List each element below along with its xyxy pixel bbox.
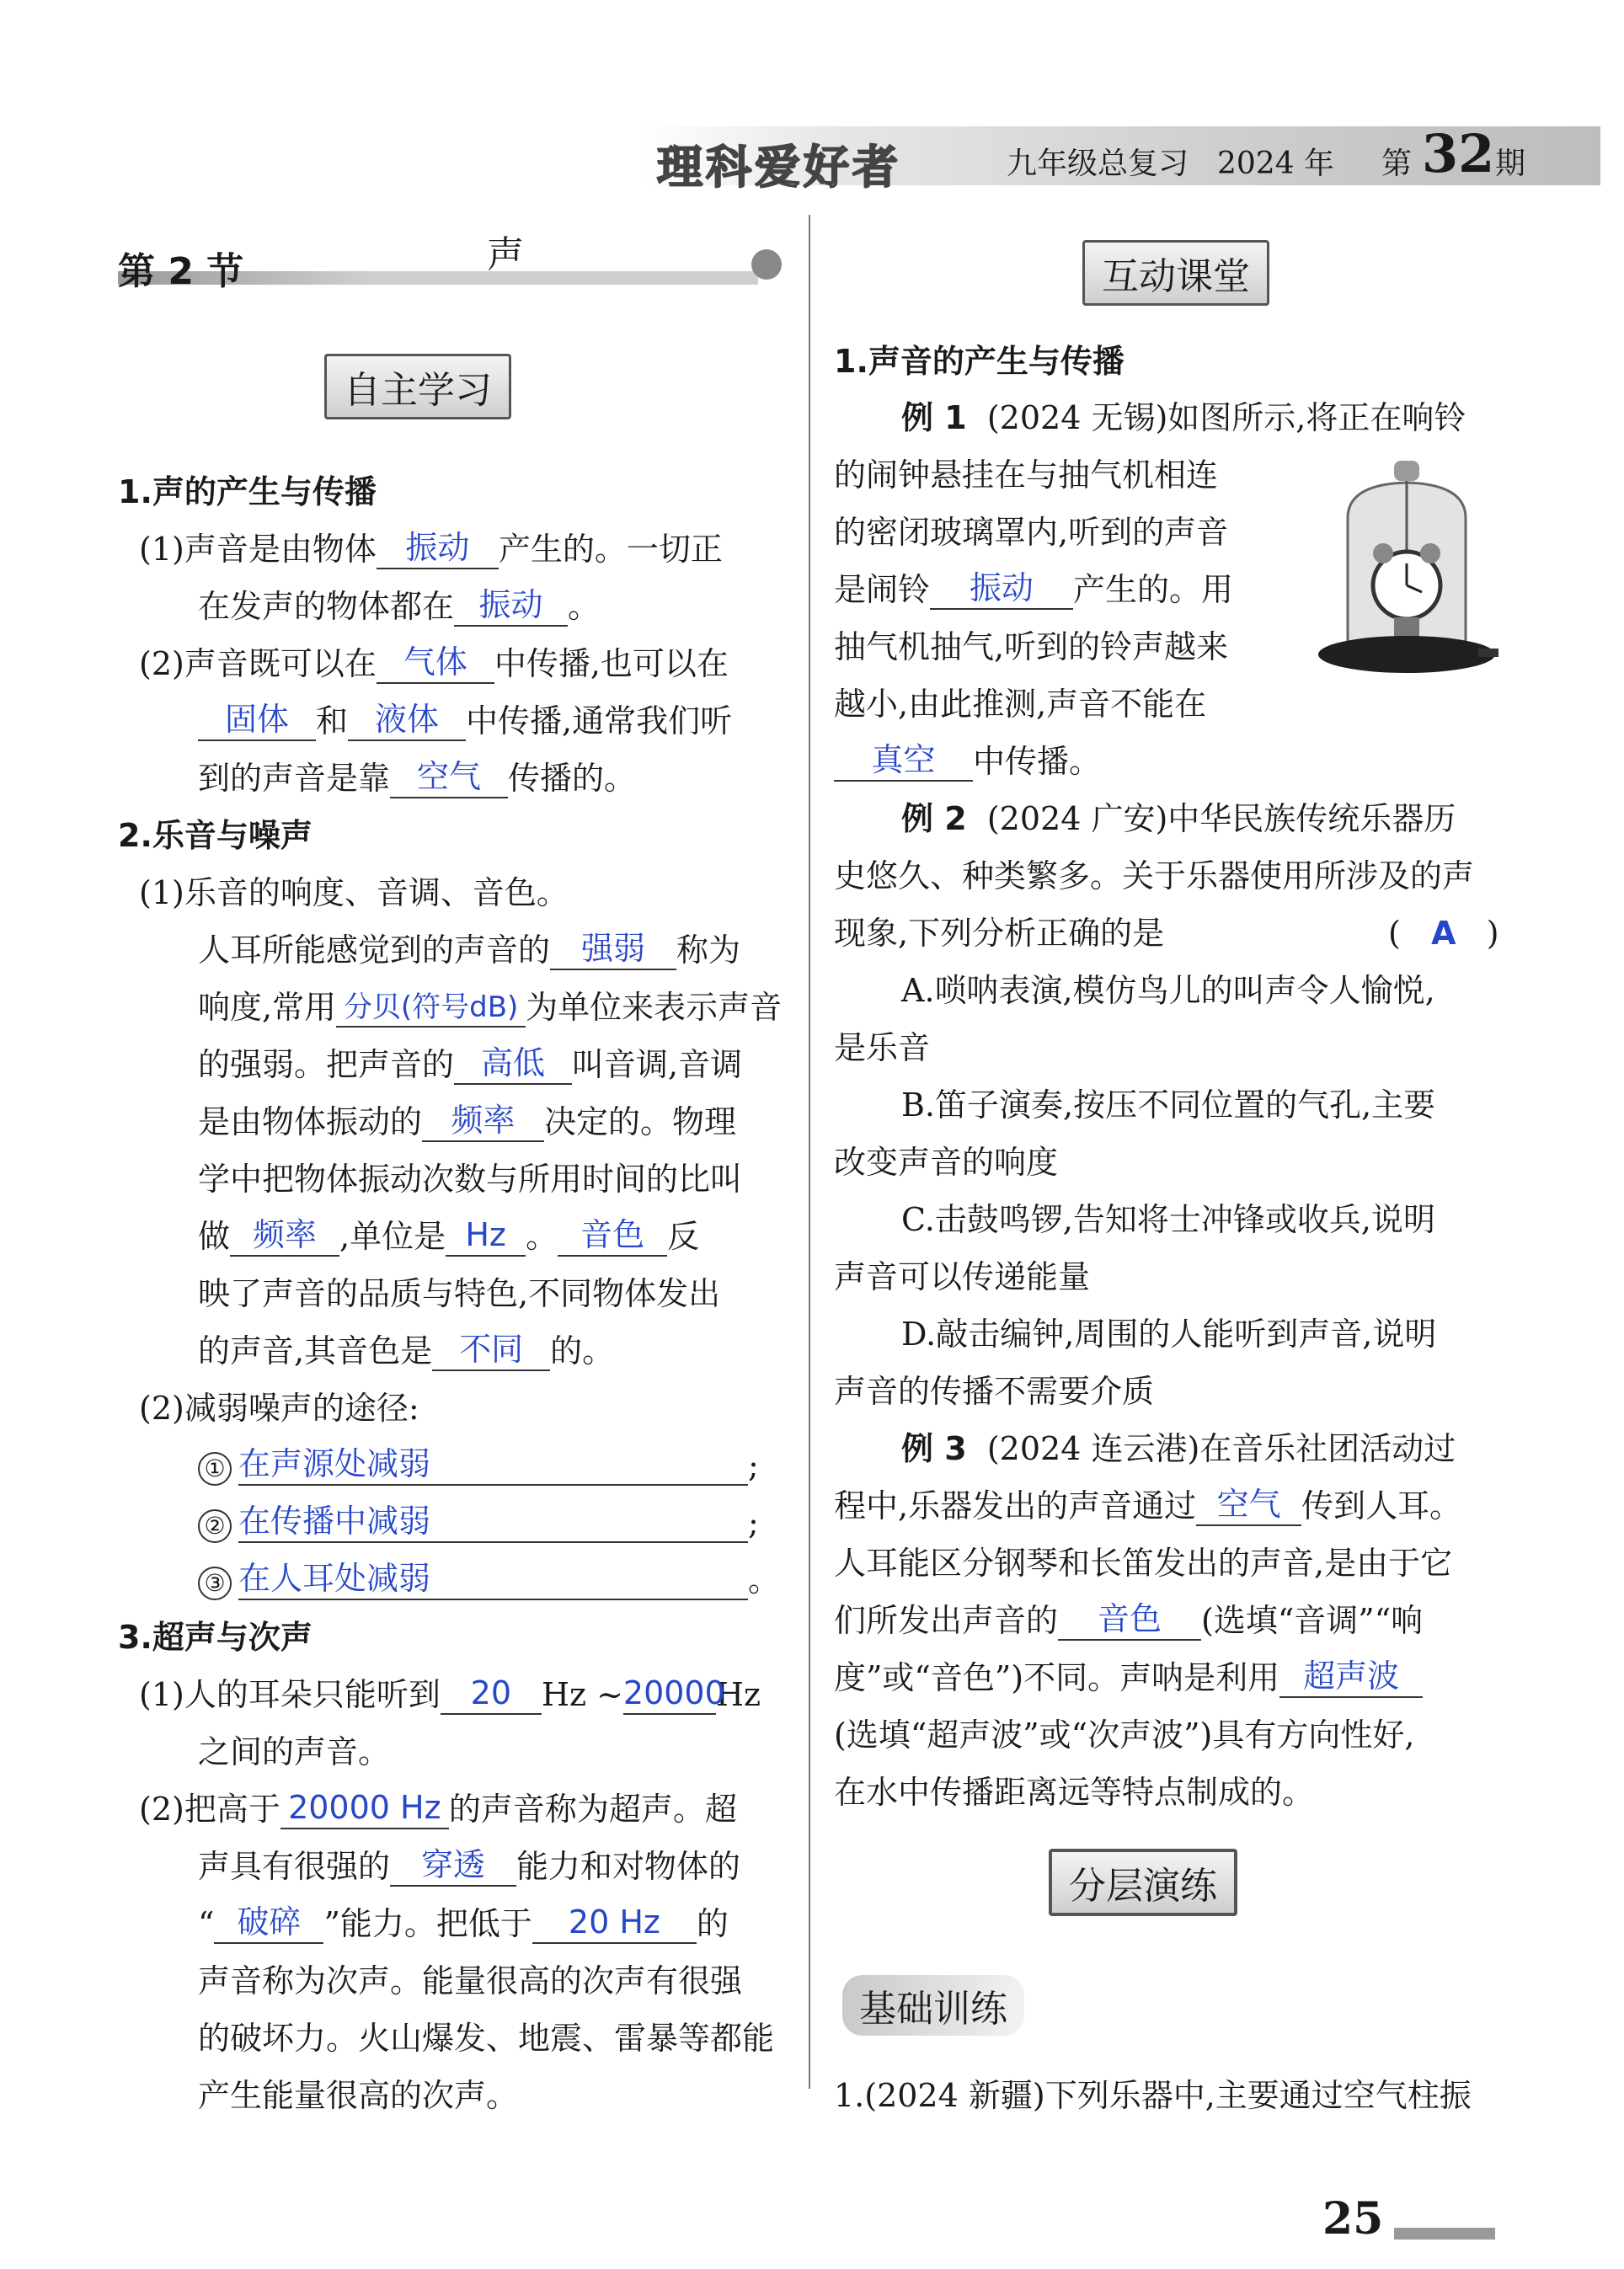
section-dot <box>751 249 782 280</box>
option-c: C.击鼓鸣锣,告知将士冲锋或收兵,说明 <box>901 1201 1435 1238</box>
answer: 20000 <box>622 1674 725 1711</box>
question-1: 1.(2024 新疆)下列乐器中,主要通过空气柱振 <box>834 2077 1472 2114</box>
text-line: 到的声音是靠 空气 传播的。 <box>198 758 637 797</box>
text-line: 是由物体振动的 频率 决定的。物理 <box>198 1102 737 1140</box>
answer: 音色 <box>580 1216 645 1253</box>
noise-way-1: ① 在声源处减弱 ; <box>198 1445 759 1486</box>
text-line: (1)人的耳朵只能听到 20 Hz ~20000Hz <box>139 1674 761 1713</box>
answer: 振动 <box>405 529 470 566</box>
answer: A <box>1431 915 1456 952</box>
text-line: (选填“超声波”或“次声波”)具有方向性好, <box>834 1716 1415 1754</box>
text-line: 现象,下列分析正确的是 <box>834 915 1165 952</box>
left-heading-3: 3.超声与次声 <box>118 1619 313 1656</box>
text-line: 度”或“音色”)不同。声呐是利用 超声波 <box>834 1658 1423 1698</box>
text-line: 人耳所能感觉到的声音的 强弱 称为 <box>198 930 741 969</box>
text-line: 抽气机抽气,听到的铃声越来 <box>834 628 1229 665</box>
answer: 高低 <box>481 1044 546 1081</box>
answer: 在声源处减弱 <box>238 1445 431 1482</box>
answer: 穿透 <box>421 1846 486 1883</box>
text-line: 史悠久、种类繁多。关于乐器使用所涉及的声 <box>834 857 1475 894</box>
text-line: 的闹钟悬挂在与抽气机相连 <box>834 456 1219 494</box>
text-line: 的破坏力。火山爆发、地震、雷暴等都能 <box>198 2020 775 2057</box>
answer: 破碎 <box>237 1903 302 1941</box>
text-line: 改变声音的响度 <box>834 1144 1059 1181</box>
issue-number: 32 <box>1422 123 1495 184</box>
answer: 20000 Hz <box>288 1789 441 1826</box>
section-title: 声 <box>487 233 524 276</box>
text-line: (2)减弱噪声的途径: <box>139 1390 419 1427</box>
noise-way-2: ② 在传播中减弱 ; <box>198 1503 759 1543</box>
text-line: 固体 和 液体 中传播,通常我们听 <box>198 701 732 741</box>
layered-practice-badge: 分层演练 <box>1049 1849 1237 1916</box>
text-line: 声具有很强的 穿透 能力和对物体的 <box>198 1846 741 1885</box>
edition-label: 九年级总复习 <box>1007 147 1189 181</box>
page-number: 25 <box>1322 2193 1384 2245</box>
left-heading-1: 1.声的产生与传播 <box>118 473 377 510</box>
year-label: 2024 年 <box>1217 147 1335 181</box>
text-line: 学中把物体振动次数与所用时间的比叫 <box>198 1161 743 1198</box>
answer: 振动 <box>478 586 543 623</box>
answer: 固体 <box>224 701 289 738</box>
answer: 振动 <box>970 569 1034 606</box>
answer: 气体 <box>403 643 467 681</box>
answer: 频率 <box>253 1216 318 1253</box>
answer: 真空 <box>871 741 936 778</box>
basic-training-badge: 基础训练 <box>842 1975 1024 2036</box>
text-line: 产生能量很高的次声。 <box>198 2077 519 2114</box>
answer: 20 Hz <box>568 1903 660 1941</box>
text-line: 们所发出声音的 音色 (选填“音调”“响 <box>834 1600 1424 1639</box>
text-line: 程中,乐器发出的声音通过 空气 传到人耳。 <box>834 1486 1462 1524</box>
text-line: 的密闭玻璃罩内,听到的声音 <box>834 514 1229 551</box>
answer: 在人耳处减弱 <box>238 1560 431 1597</box>
text-line: 声音称为次声。能量很高的次声有很强 <box>198 1962 743 1999</box>
text-line: 做 频率 ,单位是 Hz 。 音色 反 <box>198 1216 700 1255</box>
answer: 不同 <box>459 1331 524 1368</box>
answer: 强弱 <box>581 930 646 967</box>
answer: 空气 <box>1216 1486 1281 1523</box>
section-number: 第 2 节 <box>118 250 244 293</box>
text-line: 例 2 (2024 广安)中华民族传统乐器历 <box>901 800 1456 837</box>
text-line: (1)乐音的响度、音调、音色。 <box>139 874 569 911</box>
text-line: 是闹铃 振动 产生的。用 <box>834 569 1234 608</box>
text-line: 真空 中传播。 <box>834 741 1101 782</box>
self-study-badge: 自主学习 <box>324 354 511 419</box>
left-heading-2: 2.乐音与噪声 <box>118 817 313 854</box>
answer: 分贝(符号dB) <box>343 990 519 1024</box>
column-divider <box>809 215 810 2089</box>
text-line: 响度,常用 分贝(符号dB) 为单位来表示声音 <box>198 989 783 1026</box>
text-line: (2)声音既可以在 气体 中传播,也可以在 <box>139 643 729 682</box>
issue-suffix: 期 <box>1495 147 1526 181</box>
text-line: 的强弱。把声音的 高低 叫音调,音调 <box>198 1044 743 1083</box>
text-line: 声音可以传递能量 <box>834 1258 1091 1295</box>
choice-answer-bracket: ( A ) <box>1388 915 1499 952</box>
text-line: 例 3 (2024 连云港)在音乐社团活动过 <box>901 1430 1456 1467</box>
text-line: 在发声的物体都在 振动 。 <box>198 586 601 625</box>
text-line: 例 1 (2024 无锡)如图所示,将正在响铃 <box>901 399 1466 436</box>
text-line: 之间的声音。 <box>198 1733 391 1770</box>
text-line: “ 破碎 ”能力。把低于 20 Hz 的 <box>198 1903 729 1942</box>
answer: Hz <box>465 1216 506 1253</box>
answer: 音色 <box>1098 1600 1162 1637</box>
option-b: B.笛子演奏,按压不同位置的气孔,主要 <box>901 1086 1436 1124</box>
option-a: A.唢呐表演,模仿鸟儿的叫声令人愉悦, <box>901 972 1435 1009</box>
text-line: 是乐音 <box>834 1029 931 1066</box>
text-line: (1)声音是由物体 振动 产生的。一切正 <box>139 529 723 568</box>
answer: 液体 <box>375 701 440 738</box>
answer: 20 <box>470 1674 511 1711</box>
bell-jar-alarm-clock-image <box>1314 459 1499 686</box>
text-line: (2)把高于 20000 Hz 的声音称为超声。超 <box>139 1789 737 1828</box>
text-line: 声音的传播不需要介质 <box>834 1373 1155 1410</box>
option-d: D.敲击编钟,周围的人能听到声音,说明 <box>901 1316 1437 1353</box>
text-line: 的声音,其音色是 不同 的。 <box>198 1331 615 1369</box>
text-line: 在水中传播距离远等特点制成的。 <box>834 1774 1315 1811</box>
answer: 频率 <box>451 1102 516 1139</box>
brand-logo: 理科爱好者 <box>657 141 901 194</box>
answer: 在传播中减弱 <box>238 1503 431 1540</box>
right-heading-1: 1.声音的产生与传播 <box>834 343 1125 380</box>
issue-prefix: 第 <box>1381 147 1413 181</box>
text-line: 越小,由此推测,声音不能在 <box>834 686 1207 723</box>
footer-bar <box>1394 2228 1495 2240</box>
noise-way-3: ③ 在人耳处减弱 。 <box>198 1560 780 1600</box>
interactive-class-badge: 互动课堂 <box>1082 240 1269 306</box>
answer: 空气 <box>417 758 482 795</box>
answer: 超声波 <box>1303 1658 1400 1695</box>
text-line: 映了声音的品质与特色,不同物体发出 <box>198 1275 721 1312</box>
text-line: 人耳能区分钢琴和长笛发出的声音,是由于它 <box>834 1545 1453 1582</box>
